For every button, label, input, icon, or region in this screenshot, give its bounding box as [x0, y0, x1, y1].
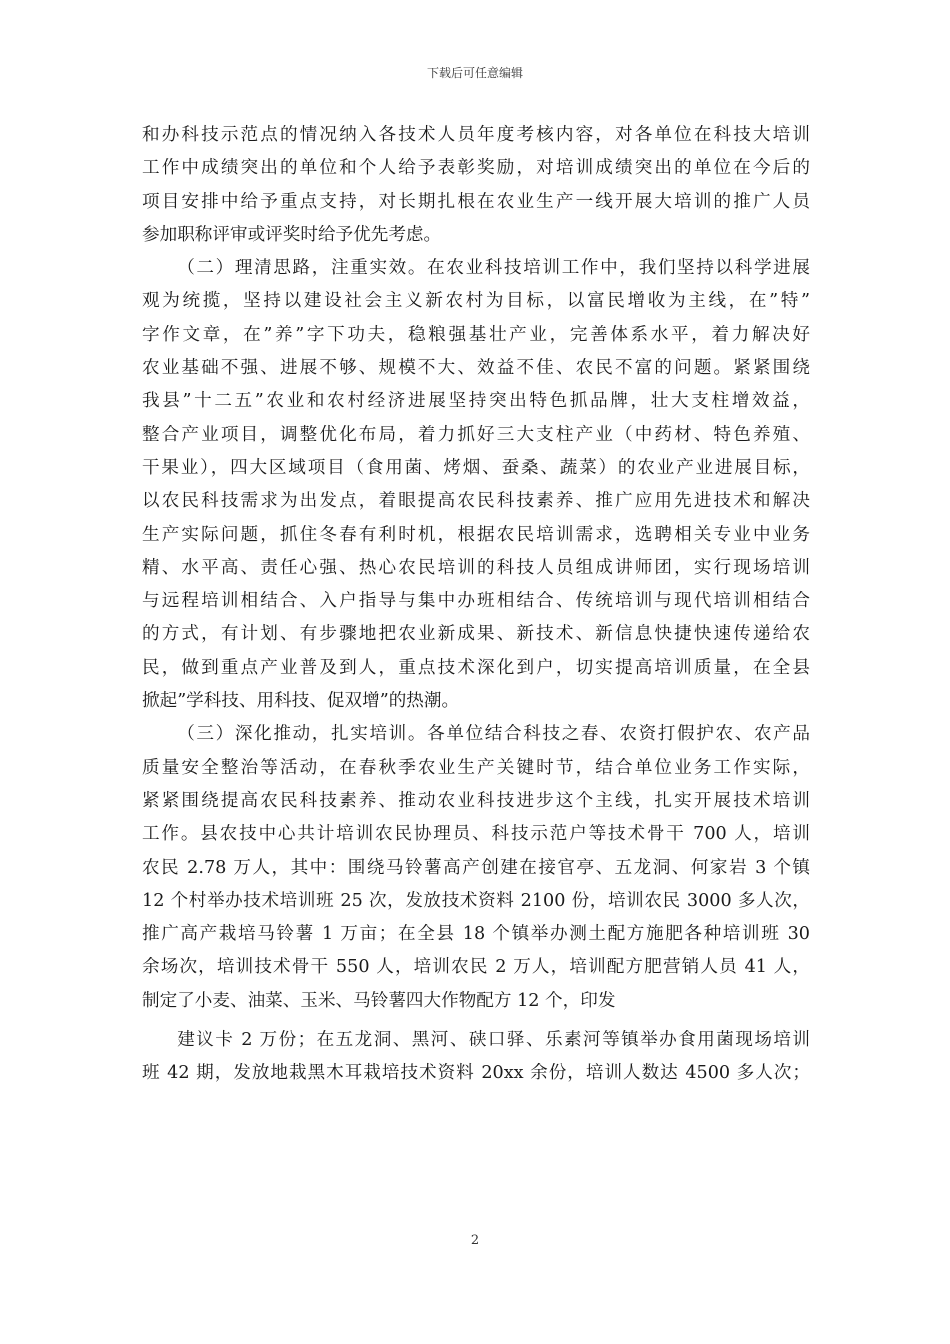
text-line: （三）深化推动，扎实培训。各单位结合科技之春、农资打假护农、农产品	[177, 724, 810, 745]
text-line: 生产实际问题，抓住冬春有利时机，根据农民培训需求，选聘相关专业中业务	[142, 524, 810, 545]
text-line: 掀起”学科技、用科技、促双增”的热潮。	[142, 691, 460, 712]
page-header: 下载后可任意编辑	[426, 66, 523, 80]
text-line: 质量安全整治等活动，在春秋季农业生产关键时节，结合单位业务工作实际，	[142, 757, 810, 778]
text-line: 以农民科技需求为出发点，着眼提高农民科技素养、推广应用先进技术和解决	[142, 491, 810, 512]
text-line: 工作中成绩突出的单位和个人给予表彰奖励，对培训成绩突出的单位在今后的	[142, 158, 810, 179]
paragraph-2	[142, 252, 810, 718]
text-line: 班 42 期，发放地栽黑木耳栽培技术资料 20xx 余份，培训人数达 4500 多人次；	[142, 1063, 810, 1084]
paragraph-3	[142, 718, 810, 1018]
text-line: 农民 2.78 万人，其中：围绕马铃薯高产创建在接官亭、五龙洞、何家岩 3 个镇	[142, 857, 810, 878]
text-line: 干果业），四大区域项目（食用菌、烤烟、蚕桑、蔬菜）的农业产业进展目标，	[142, 457, 810, 478]
paragraph-1	[142, 119, 810, 252]
text-line: 我县”十二五”农业和农村经济进展坚持突出特色抓品牌，壮大支柱增效益，	[142, 391, 810, 412]
text-line: 观为统揽，坚持以建设社会主义新农村为目标，以富民增收为主线，在”特”	[142, 291, 810, 312]
document-body	[142, 119, 810, 1091]
text-line: 紧紧围绕提高农民科技素养、推动农业科技进步这个主线，扎实开展技术培训	[142, 790, 810, 811]
text-line: 字作文章，在”养”字下功夫，稳粮强基壮产业，完善体系水平，着力解决好	[142, 324, 810, 345]
text-line: 推广高产栽培马铃薯 1 万亩；在全县 18 个镇举办测土配方施肥各种培训班 30	[142, 924, 810, 945]
text-line: 与远程培训相结合、入户指导与集中办班相结合、传统培训与现代培训相结合	[142, 591, 810, 612]
text-line: 余场次，培训技术骨干 550 人，培训农民 2 万人，培训配方肥营销人员 41 人，	[142, 957, 810, 978]
text-line: 农业基础不强、进展不够、规模不大、效益不佳、农民不富的问题。紧紧围绕	[142, 358, 810, 379]
text-line: 12 个村举办技术培训班 25 次，发放技术资料 2100 份，培训农民 3000 多人次，	[142, 890, 810, 911]
text-line: 民，做到重点产业普及到人，重点技术深化到户，切实提高培训质量，在全县	[142, 657, 810, 678]
text-line: 工作。县农技中心共计培训农民协理员、科技示范户等技术骨干 700 人，培训	[142, 824, 810, 845]
page-number: 2	[470, 1233, 480, 1248]
paragraph-4	[142, 1024, 810, 1091]
text-line: 的方式，有计划、有步骤地把农业新成果、新技术、新信息快捷快速传递给农	[142, 624, 810, 645]
text-line: 制定了小麦、油菜、玉米、马铃薯四大作物配方 12 个，印发	[142, 990, 616, 1011]
text-line: 精、水平高、责任心强、热心农民培训的科技人员组成讲师团，实行现场培训	[142, 557, 810, 578]
text-line: 和办科技示范点的情况纳入各技术人员年度考核内容，对各单位在科技大培训	[142, 125, 810, 145]
text-line: 整合产业项目，调整优化布局，着力抓好三大支柱产业（中药材、特色养殖、	[142, 424, 810, 445]
text-line: （二）理清思路，注重实效。在农业科技培训工作中，我们坚持以科学进展	[177, 258, 810, 279]
text-line: 项目安排中给予重点支持，对长期扎根在农业生产一线开展大培训的推广人员	[142, 191, 810, 212]
text-line: 建议卡 2 万份；在五龙洞、黑河、硖口驿、乐素河等镇举办食用菌现场培训	[177, 1030, 810, 1051]
text-line: 参加职称评审或评奖时给予优先考虑。	[142, 224, 442, 245]
